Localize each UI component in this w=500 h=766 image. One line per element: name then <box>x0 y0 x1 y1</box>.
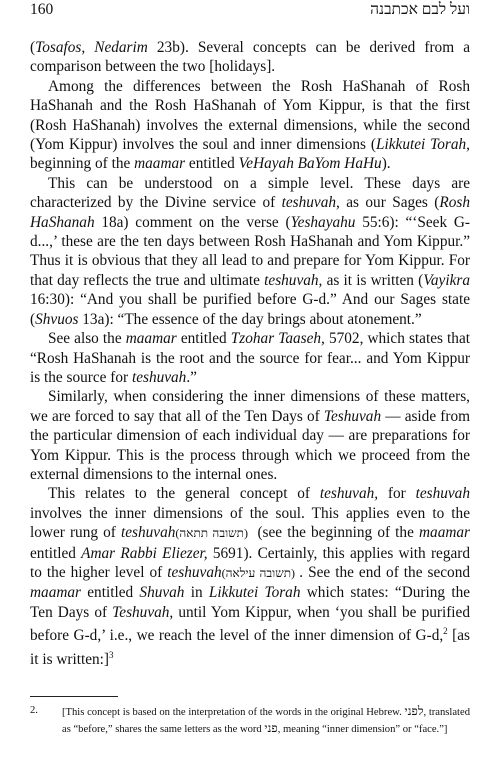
text-run: entitled <box>185 155 239 173</box>
page-number: 160 <box>30 1 54 18</box>
text-run: This can be understood on a simple level. These days are characterized by the Divine service of <box>30 174 470 212</box>
italic-run: teshuvah, <box>264 271 323 289</box>
italic-run: maamar <box>419 524 470 542</box>
italic-run: Teshuvah <box>323 407 382 425</box>
text-run: , translated as “before,” shares the same letters as the word <box>62 707 471 735</box>
text-run: Similarly, when considering the inner dimensions of these matters, we are forced to say that all of the Ten Days of <box>30 388 470 425</box>
italic-run: Vayikra <box>423 271 470 289</box>
italic-run: teshuvah, <box>319 485 379 503</box>
body-text <box>30 38 470 669</box>
italic-run: teshuvah <box>415 485 470 503</box>
text-run: 5691). Certainly, this applies with regard to the higher level of <box>30 544 471 581</box>
text-run: 13a): “The essence of the day brings about atonement.” <box>78 310 422 328</box>
italic-run: Tzohar Taaseh, <box>230 330 325 348</box>
paragraph <box>30 329 470 387</box>
page-header <box>30 1 470 21</box>
italic-run: Yeshayahu <box>290 213 356 231</box>
text-run: This relates to the general concept of <box>48 485 320 503</box>
text-run: entitled <box>81 584 140 602</box>
footnote <box>30 704 470 737</box>
hebrew-run: לפני <box>404 704 424 718</box>
paragraph <box>30 38 470 77</box>
text-run: — aside from the particular dimension of each individual day — are preparations for Yom Kippur. This is the process through which we proceed from the external dimensions to the internal ones. <box>30 407 471 483</box>
italic-run: Rosh HaShanah <box>30 194 470 231</box>
text-run: 16:30): “And you shall be purified before G-d.” And our Sages state ( <box>30 291 470 328</box>
italic-run: Teshuvah, <box>112 603 174 621</box>
hebrew-run: פני <box>264 720 278 735</box>
hebrew-run: (תשובה תתאה) <box>175 526 253 541</box>
italic-run: VeHayah BaYom HaHu <box>238 155 382 173</box>
text-run: entitled <box>176 330 231 348</box>
text-run: which states: “During the Ten Days of <box>30 584 471 621</box>
text-run: ). <box>381 155 391 173</box>
italic-run: Likkutei Torah, <box>376 136 470 154</box>
italic-run: teshuvah <box>167 563 222 581</box>
italic-run: maamar <box>134 155 186 173</box>
footnote-marker: 3 <box>109 649 114 660</box>
hebrew-run: (תשובה עילאה) <box>221 565 300 580</box>
italic-run: Tosafos, Nedarim <box>35 39 148 56</box>
text-run: Among the differences between the Rosh HaShanah of Rosh HaShanah and the Rosh HaShanah of Yom Kippur, is that the first (Rosh HaShanah) involves the external dimensions, while the second (Yom Kippur) involves the soul and inner dimensions ( <box>30 77 470 154</box>
text-run: 23b). Several concepts can be derived from a comparison between the two [holidays]. <box>30 39 470 76</box>
footnote-marker: 2 <box>443 626 448 637</box>
paragraph <box>30 174 470 329</box>
footnote-text <box>62 704 470 737</box>
text-run: entitled <box>30 544 82 562</box>
text-run: [This concept is based on the interpretation of the words in the original Hebrew. <box>62 707 405 718</box>
italic-run: teshuvah, <box>281 194 340 212</box>
italic-run: maamar <box>125 330 177 348</box>
text-run: 18a) comment on the verse ( <box>94 213 291 231</box>
italic-run: Shvuos <box>35 310 79 328</box>
text-run: See also the <box>48 330 126 348</box>
italic-run: Likkutei Torah <box>208 584 301 602</box>
italic-run: teshuvah <box>131 368 187 386</box>
text-run: as our Sages ( <box>339 194 440 212</box>
text-run: until Yom Kippur, when ‘you shall be purified before G-d,’ i.e., we reach the level of the inner dimension of G-d, <box>30 603 470 645</box>
text-run: beginning of the <box>30 155 135 173</box>
text-run: as it is written ( <box>322 271 424 289</box>
text-run: 55:6): “‘Seek G-d...,’ these are the ten days between Rosh HaShanah and Yom Kippur.” Thus it is obvious that they all lead to and prepare for Yom Kippur. For that day reflects the true and ultimate <box>30 213 471 289</box>
text-run: 5702, which states that “Rosh HaShanah is the root and the source for fear... and Yom Kippur is the source for <box>30 330 470 386</box>
italic-run: Amar Rabbi Eliezer, <box>81 544 208 562</box>
text-run: [as it is written:] <box>30 627 470 668</box>
text-run: for <box>378 485 416 503</box>
italic-run: Shuvah <box>139 584 185 602</box>
footnote-divider <box>30 696 118 697</box>
footnote-number: 2. <box>30 705 38 716</box>
italic-run: maamar <box>30 584 81 602</box>
text-run: .” <box>186 368 197 386</box>
paragraph <box>30 77 470 174</box>
text-run: involves the inner dimensions of the soul. This applies even to the lower rung of <box>30 504 470 542</box>
text-run: . See the end of the second <box>299 563 470 581</box>
paragraph <box>30 387 470 484</box>
text-run: , meaning “inner dimension” or “face.”] <box>277 723 448 735</box>
paragraph <box>30 484 470 669</box>
text-run: (see the beginning of the <box>252 524 419 542</box>
text-run: in <box>184 584 209 602</box>
italic-run: teshuvah <box>121 524 176 542</box>
running-title: ועל לבם אכתבנה <box>370 1 470 18</box>
text-run: ( <box>30 39 36 56</box>
